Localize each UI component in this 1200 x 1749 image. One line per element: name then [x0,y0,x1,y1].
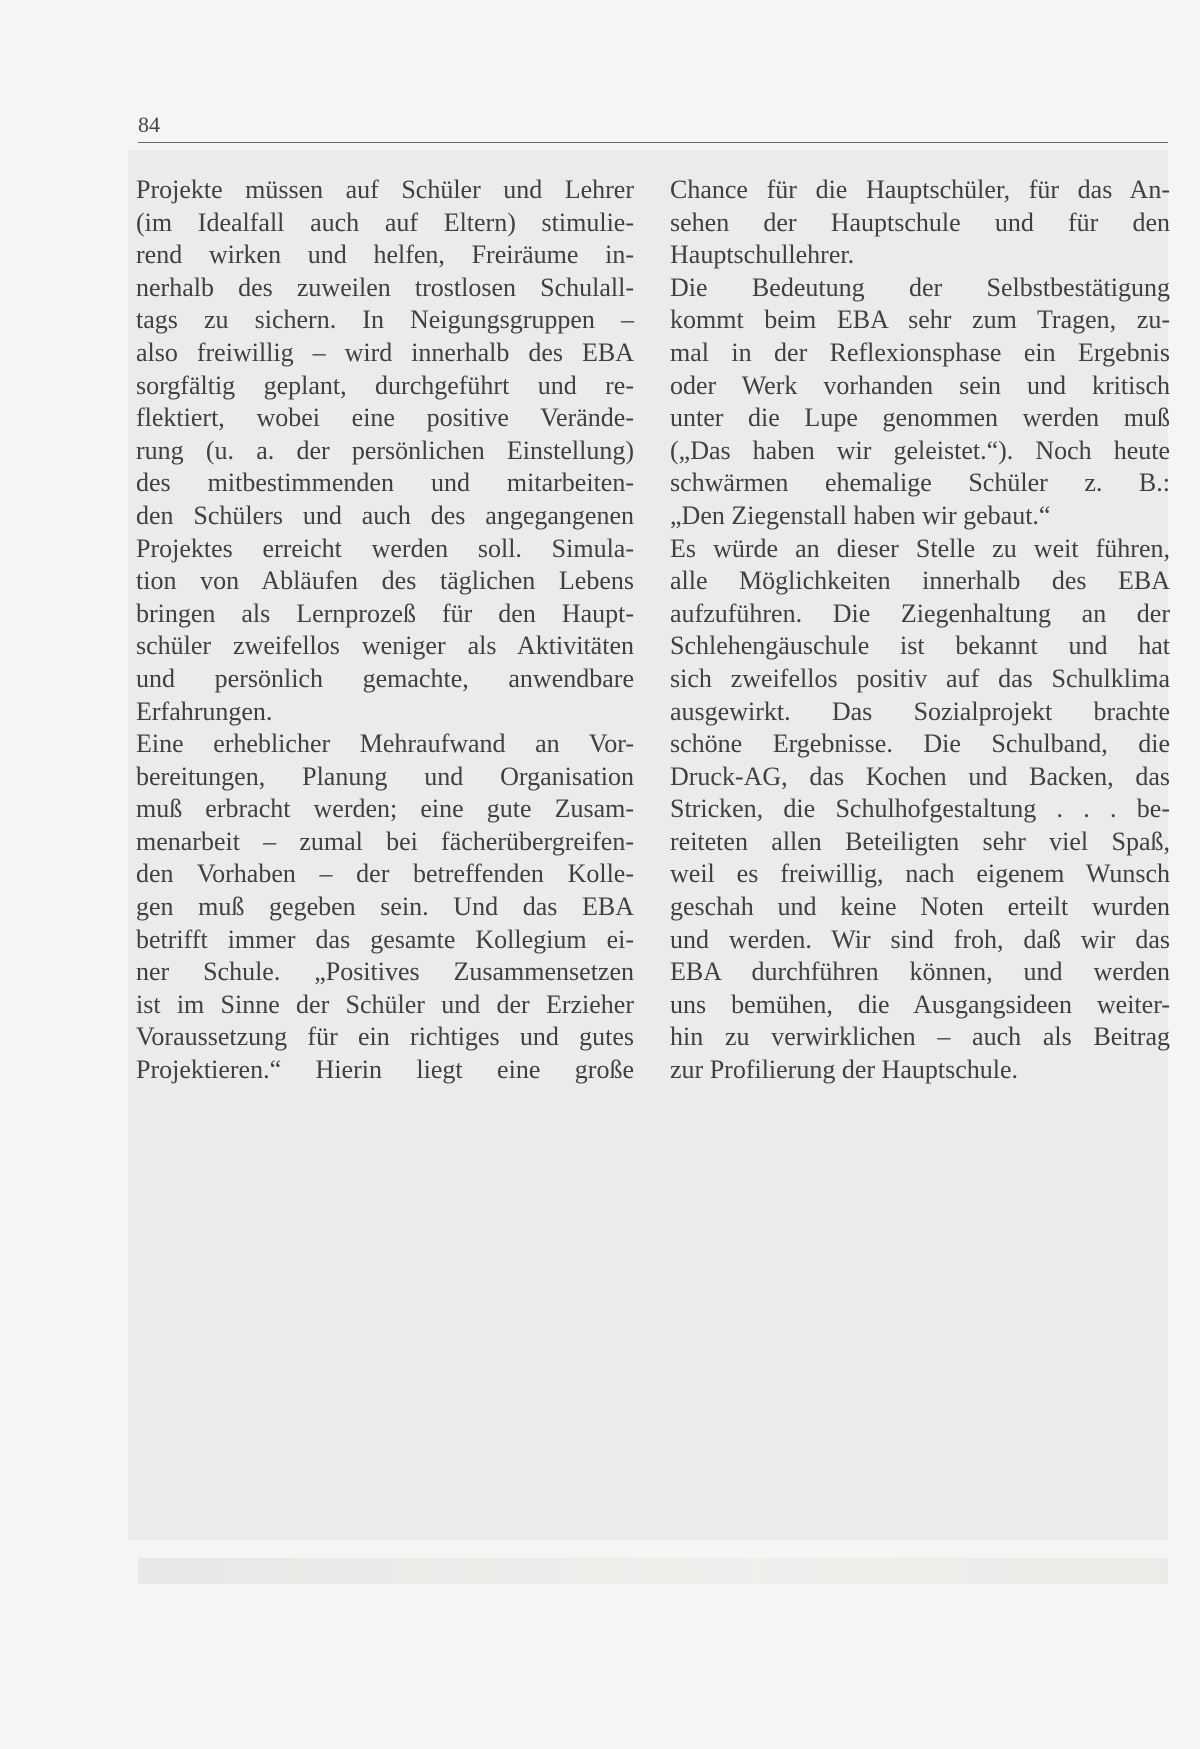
text-line: ner Schule. „Positives Zusammensetzen [136,957,634,987]
text-line: Schlehengäuschule ist bekannt und hat [670,631,1170,661]
text-line: flektiert, wobei eine positive Verände- [136,403,634,433]
text-line: Projekte müssen auf Schüler und Lehrer [136,175,634,204]
text-line: und persönlich gemachte, anwendbare [136,663,634,693]
text-line: Stricken, die Schulhofgestaltung . . . be- [670,794,1170,824]
show-through-caption [138,1558,1168,1584]
header-rule [138,142,1168,143]
text-line: tion von Abläufen des täglichen Lebens [136,566,634,596]
text-line: schüler zweifellos weniger als Aktivitäten [136,631,634,661]
text-line: Druck-AG, das Kochen und Backen, das [670,761,1170,791]
text-line: muß erbracht werden; eine gute Zusam- [136,794,634,824]
text-line: geschah und keine Noten erteilt wurden [670,892,1170,922]
text-line: des mitbestimmenden und mitarbeiten- [136,468,634,498]
text-line: weil es freiwillig, nach eigenem Wunsch [670,859,1170,889]
text-line: zur Profilierung der Hauptschule. [670,1055,1019,1085]
text-line: mal in der Reflexionsphase ein Ergebnis [670,337,1170,367]
text-line: oder Werk vorhanden sein und kritisch [670,370,1170,400]
text-line: bereitungen, Planung und Organisation [136,761,634,791]
text-line: Voraussetzung für ein richtiges und gutes [136,1022,634,1052]
text-line: „Den Ziegenstall haben wir gebaut.“ [670,500,1051,530]
text-line: und werden. Wir sind froh, daß wir das [670,924,1170,954]
right-text-column [670,174,1170,1087]
text-line: Erfahrungen. [136,696,273,726]
text-line: Projektieren.“ Hierin liegt eine große [136,1055,634,1085]
text-line: ausgewirkt. Das Sozialprojekt brachte [670,696,1170,726]
text-line: sehen der Hauptschule und für den [670,207,1170,237]
text-line: den Schülers und auch des angegangenen [136,500,634,530]
text-line: menarbeit – zumal bei fächerübergreifen- [136,826,634,856]
text-line: gen muß gegeben sein. Und das EBA [136,892,634,922]
text-line: kommt beim EBA sehr zum Tragen, zu- [670,305,1170,335]
text-line: (im Idealfall auch auf Eltern) stimulie- [136,207,634,237]
page-number: 84 [138,112,160,137]
text-line: schöne Ergebnisse. Die Schulband, die [670,729,1170,759]
text-line: Eine erheblicher Mehraufwand an Vor- [136,729,634,759]
text-line: schwärmen ehemalige Schüler z. B.: [670,468,1170,498]
text-line: aufzuführen. Die Ziegenhaltung an der [670,598,1170,628]
text-line: rung (u. a. der persönlichen Einstellung) [136,435,634,465]
text-line: sich zweifellos positiv auf das Schulklima [670,663,1170,693]
text-line: („Das haben wir geleistet.“). Noch heute [670,435,1170,465]
text-line: den Vorhaben – der betreffenden Kolle- [136,859,634,889]
text-line: tags zu sichern. In Neigungsgruppen – [136,305,634,335]
text-line: Chance für die Hauptschüler, für das An- [670,175,1170,204]
text-line: betrifft immer das gesamte Kollegium ei- [136,924,634,954]
text-line: Es würde an dieser Stelle zu weit führen, [670,533,1170,563]
left-text-column [136,174,634,1087]
text-line: unter die Lupe genommen werden muß [670,403,1170,433]
text-line: reiteten allen Beteiligten sehr viel Spaß, [670,826,1170,856]
text-line: sorgfältig geplant, durchgeführt und re- [136,370,634,400]
text-line: hin zu verwirklichen – auch als Beitrag [670,1022,1170,1052]
text-line: alle Möglichkeiten innerhalb des EBA [670,566,1170,596]
text-line: Die Bedeutung der Selbstbestätigung [670,272,1170,302]
text-line: bringen als Lernprozeß für den Haupt- [136,598,634,628]
text-line: rend wirken und helfen, Freiräume in- [136,240,634,270]
text-line: EBA durchführen können, und werden [670,957,1170,987]
text-line: also freiwillig – wird innerhalb des EBA [136,337,634,367]
text-line: Hauptschullehrer. [670,240,855,270]
text-line: uns bemühen, die Ausgangsideen weiter- [670,989,1170,1019]
text-line: Projektes erreicht werden soll. Simula- [136,533,634,563]
text-line: ist im Sinne der Schüler und der Erzieher [136,989,634,1019]
text-line: nerhalb des zuweilen trostlosen Schulall- [136,272,634,302]
